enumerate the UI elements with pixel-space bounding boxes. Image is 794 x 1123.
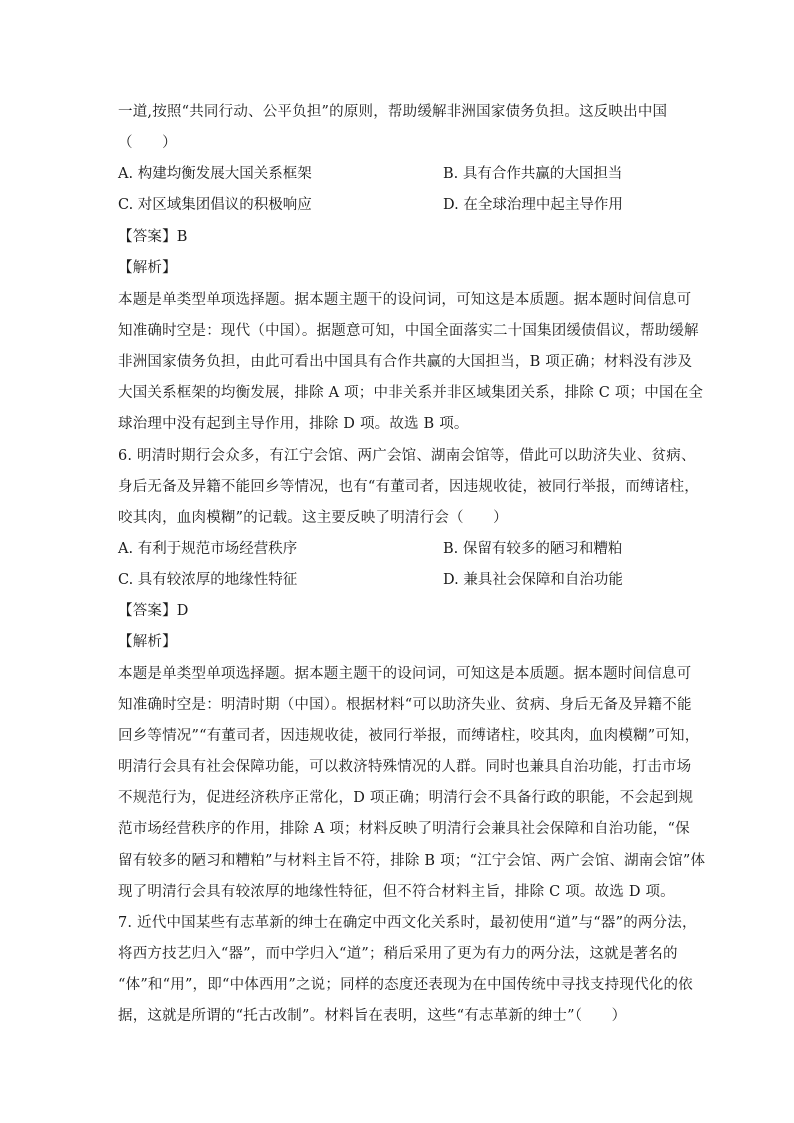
q6-answer: 【答案】D [118,603,189,619]
q5-analysis-line-4: 大国关系框架的均衡发展，排除 A 项；中非关系并非区域集团关系，排除 C 项；中国在全 [118,385,704,401]
q5-answer-blank: （ ） [118,135,177,151]
q6-analysis-line-7: 留有较多的陋习和糟粕”与材料主旨不符，排除 B 项；“江宁会馆、两广会馆、湖南会馆”体 [118,853,706,869]
q5-option-c: C. 对区域集团倡议的积极响应 [118,197,312,213]
q5-answer: 【答案】B [118,229,188,245]
q5-option-b: B. 具有合作共赢的大国担当 [443,166,623,182]
q5-stem-tail: 一道,按照“共同行动、公平负担”的原则，帮助缓解非洲国家债务负担。这反映出中国 [118,104,668,120]
q6-analysis-line-6: 范市场经营秩序的作用，排除 A 项；材料反映了明清行会兼具社会保障和自治功能，“保 [118,821,690,837]
q6-analysis-line-5: 不规范行为，促进经济秩序正常化，D 项正确；明清行会不具备行政的职能，不会起到规 [118,790,694,806]
q6-analysis-line-2: 知准确时空是：明清时期（中国）。根据材料“可以助济失业、贫病、身后无备及异籍不能 [118,697,692,713]
q6-analysis-title: 【解析】 [118,634,177,650]
q7-stem-line-2: 将西方技艺归入“器”，而中学归入“道”；稍后采用了更为有力的两分法，这就是著名的 [118,946,678,962]
q6-analysis-line-4: 明清行会具有社会保障功能，可以救济特殊情况的人群。同时也兼具自治功能，打击市场 [118,759,692,775]
q6-stem-line-2: 身后无备及异籍不能回乡等情况，也有“有董司者，因违规收徒，被同行举报，而缚诸柱， [118,479,699,495]
q5-analysis-line-2: 知准确时空是：现代（中国）。据题意可知，中国全面落实二十国集团缓债倡议，帮助缓解 [118,323,699,339]
q6-option-b: B. 保留有较多的陋习和糟粕 [443,541,623,557]
q6-analysis-line-1: 本题是单类型单项选择题。据本题主题干的设问词，可知这是本质题。据本题时间信息可 [118,666,692,682]
q7-stem-line-1: 7. 近代中国某些有志革新的绅士在确定中西文化关系时，最初使用“道”与“器”的两分法， [118,915,697,931]
q6-option-c: C. 具有较浓厚的地缘性特征 [118,572,298,588]
q6-option-a: A. 有利于规范市场经营秩序 [118,541,298,557]
q6-stem-line-3: 咬其肉，血肉模糊”的记载。这主要反映了明清行会（ ） [118,510,508,526]
q7-stem-line-4: 据，这就是所谓的“托古改制”。材料旨在表明，这些“有志革新的绅士”（ ） [118,1008,627,1024]
q5-analysis-line-1: 本题是单类型单项选择题。据本题主题干的设问词，可知这是本质题。据本题时间信息可 [118,292,692,308]
q5-option-d: D. 在全球治理中起主导作用 [443,197,623,213]
q6-option-d: D. 兼具社会保障和自治功能 [443,572,623,588]
q5-analysis-line-5: 球治理中没有起到主导作用，排除 D 项。故选 B 项。 [118,416,469,432]
q6-analysis-line-8: 现了明清行会具有较浓厚的地缘性特征，但不符合材料主旨，排除 C 项。故选 D 项。 [118,884,675,900]
q6-analysis-line-3: 回乡等情况”“有董司者，因违规收徒，被同行举报，而缚诸柱，咬其肉，血肉模糊”可知， [118,728,700,744]
q5-option-a: A. 构建均衡发展大国关系框架 [118,166,312,182]
q6-stem-line-1: 6. 明清时期行会众多，有江宁会馆、两广会馆、湖南会馆等，借此可以助济失业、贫病、 [118,448,696,464]
q7-stem-line-3: “体”和“用”，即“中体西用”之说；同样的态度还表现为在中国传统中寻找支持现代化的依 [118,977,693,993]
q5-analysis-line-3: 非洲国家债务负担，由此可看出中国具有合作共赢的大国担当，B 项正确；材料没有涉及 [118,354,693,370]
q5-analysis-title: 【解析】 [118,260,177,276]
